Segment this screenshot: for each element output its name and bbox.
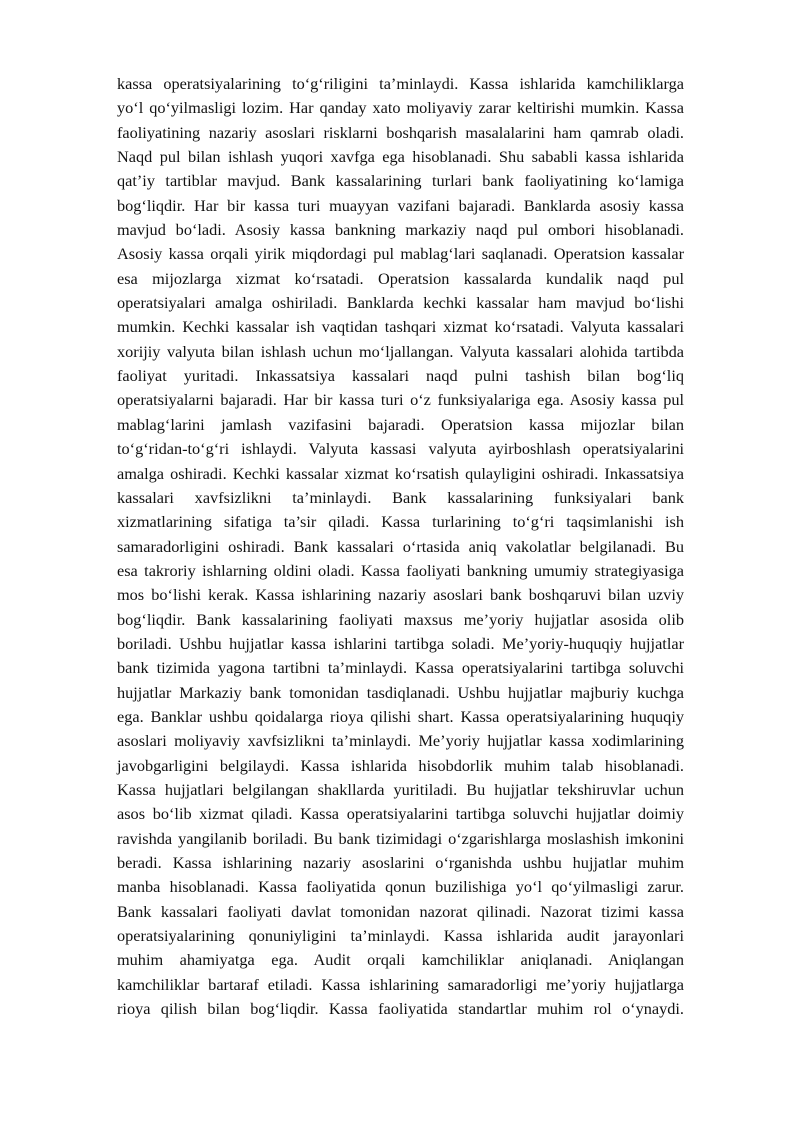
- text-line: ravishda yangilanib boriladi. Bu bank tizimidagi o‘zgarishlarga moslashish imkonini: [117, 828, 684, 848]
- text-line: mavjud bo‘ladi. Asosiy kassa bankning markaziy naqd pul ombori hisoblanadi.: [117, 220, 684, 240]
- text-line: bog‘liqdir. Bank kassalarining faoliyati maxsus me’yoriy hujjatlar asosida olib: [117, 609, 684, 629]
- text-line: xizmatlarining sifatiga ta’sir qiladi. Kassa turlarining to‘g‘ri taqsimlanishi ish: [117, 512, 684, 532]
- text-line: kamchiliklar bartaraf etiladi. Kassa ishlarining samaradorligi me’yoriy hujjatlarga: [117, 974, 684, 994]
- text-line: faoliyatining nazariy asoslari risklarni boshqarish masalalarini ham qamrab oladi.: [117, 122, 684, 142]
- text-line: manba hisoblanadi. Kassa faoliyatida qonun buzilishiga yo‘l qo‘yilmasligi zarur.: [117, 877, 684, 897]
- text-line: kassa operatsiyalarining to‘g‘riligini ta’minlaydi. Kassa ishlarida kamchiliklarga: [117, 74, 684, 93]
- text-line: qat’iy tartiblar mavjud. Bank kassalarining turlari bank faoliyatining ko‘lamiga: [117, 171, 684, 191]
- text-line: esa takroriy ishlarning oldini oladi. Kassa faoliyati bankning umumiy strategiyasiga: [117, 560, 684, 580]
- text-line: samaradorligini oshiradi. Bank kassalari o‘rtasida aniq vakolatlar belgilanadi. Bu: [117, 536, 684, 556]
- text-line: amalga oshiradi. Kechki kassalar xizmat ko‘rsatish qulayligini oshiradi. Inkassatsiya: [117, 463, 684, 483]
- text-line: ega. Banklar ushbu qoidalarga rioya qilishi shart. Kassa operatsiyalarining huquqiy: [117, 706, 684, 726]
- text-line: mos bo‘lishi kerak. Kassa ishlarining nazariy asoslari bank boshqaruvi bilan uzviy: [117, 585, 684, 605]
- text-line: kassalari xavfsizlikni ta’minlaydi. Bank kassalarining funksiyalari bank: [117, 487, 684, 507]
- text-line: operatsiyalarining qonuniyligini ta’minlaydi. Kassa ishlarida audit jarayonlari: [117, 926, 684, 946]
- text-line: muhim ahamiyatga ega. Audit orqali kamchiliklar aniqlanadi. Aniqlangan: [117, 950, 684, 970]
- text-line: faoliyat yuritadi. Inkassatsiya kassalari naqd pulni tashish bilan bog‘liq: [117, 366, 684, 386]
- text-line: operatsiyalari amalga oshiriladi. Banklarda kechki kassalar ham mavjud bo‘lishi: [117, 293, 684, 313]
- text-line: hujjatlar Markaziy bank tomonidan tasdiqlanadi. Ushbu hujjatlar majburiy kuchga: [117, 682, 684, 702]
- text-line: Naqd pul bilan ishlash yuqori xavfga ega hisoblanadi. Shu sababli kassa ishlarida: [117, 147, 684, 167]
- text-line: mablag‘larini jamlash vazifasini bajaradi. Operatsion kassa mijozlar bilan: [117, 414, 684, 434]
- text-line: bog‘liqdir. Har bir kassa turi muayyan vazifani bajaradi. Banklarda asosiy kassa: [117, 195, 684, 215]
- text-line: bank tizimida yagona tartibni ta’minlaydi. Kassa operatsiyalarini tartibga soluvchi: [117, 658, 684, 678]
- body-paragraph: [117, 72, 684, 1021]
- text-line: yo‘l qo‘yilmasligi lozim. Har qanday xato moliyaviy zarar keltirishi mumkin. Kassa: [117, 98, 684, 118]
- text-line: javobgarligini belgilaydi. Kassa ishlarida hisobdorlik muhim talab hisoblanadi.: [117, 755, 684, 775]
- text-line: beradi. Kassa ishlarining nazariy asoslarini o‘rganishda ushbu hujjatlar muhim: [117, 853, 684, 872]
- text-line: Kassa hujjatlari belgilangan shakllarda yuritiladi. Bu hujjatlar tekshiruvlar uchun: [117, 779, 684, 799]
- text-line: esa mijozlarga xizmat ko‘rsatadi. Operatsion kassalarda kundalik naqd pul: [117, 268, 684, 288]
- text-line: to‘g‘ridan-to‘g‘ri ishlaydi. Valyuta kassasi valyuta ayirboshlash operatsiyalarini: [117, 439, 684, 459]
- text-line: boriladi. Ushbu hujjatlar kassa ishlarini tartibga soladi. Me’yoriy-huquqiy hujjatlar: [117, 633, 684, 653]
- text-line: Bank kassalari faoliyati davlat tomonidan nazorat qilinadi. Nazorat tizimi kassa: [117, 901, 684, 921]
- text-line: Asosiy kassa orqali yirik miqdordagi pul mablag‘lari saqlanadi. Operatsion kassalar: [117, 244, 684, 264]
- text-line: asos bo‘lib xizmat qiladi. Kassa operatsiyalarini tartibga soluvchi hujjatlar doimiy: [117, 804, 684, 824]
- text-line: operatsiyalarni bajaradi. Har bir kassa turi o‘z funksiyalariga ega. Asosiy kassa pul: [117, 390, 684, 410]
- text-line: mumkin. Kechki kassalar ish vaqtidan tashqari xizmat ko‘rsatadi. Valyuta kassalari: [117, 317, 684, 337]
- text-line: rioya qilish bilan bog‘liqdir. Kassa faoliyatida standartlar muhim rol o‘ynaydi.: [117, 999, 684, 1019]
- text-line: asoslari moliyaviy xavfsizlikni ta’minlaydi. Me’yoriy hujjatlar kassa xodimlarining: [117, 731, 684, 751]
- text-line: xorijiy valyuta bilan ishlash uchun mo‘ljallangan. Valyuta kassalari alohida tartibda: [117, 341, 684, 361]
